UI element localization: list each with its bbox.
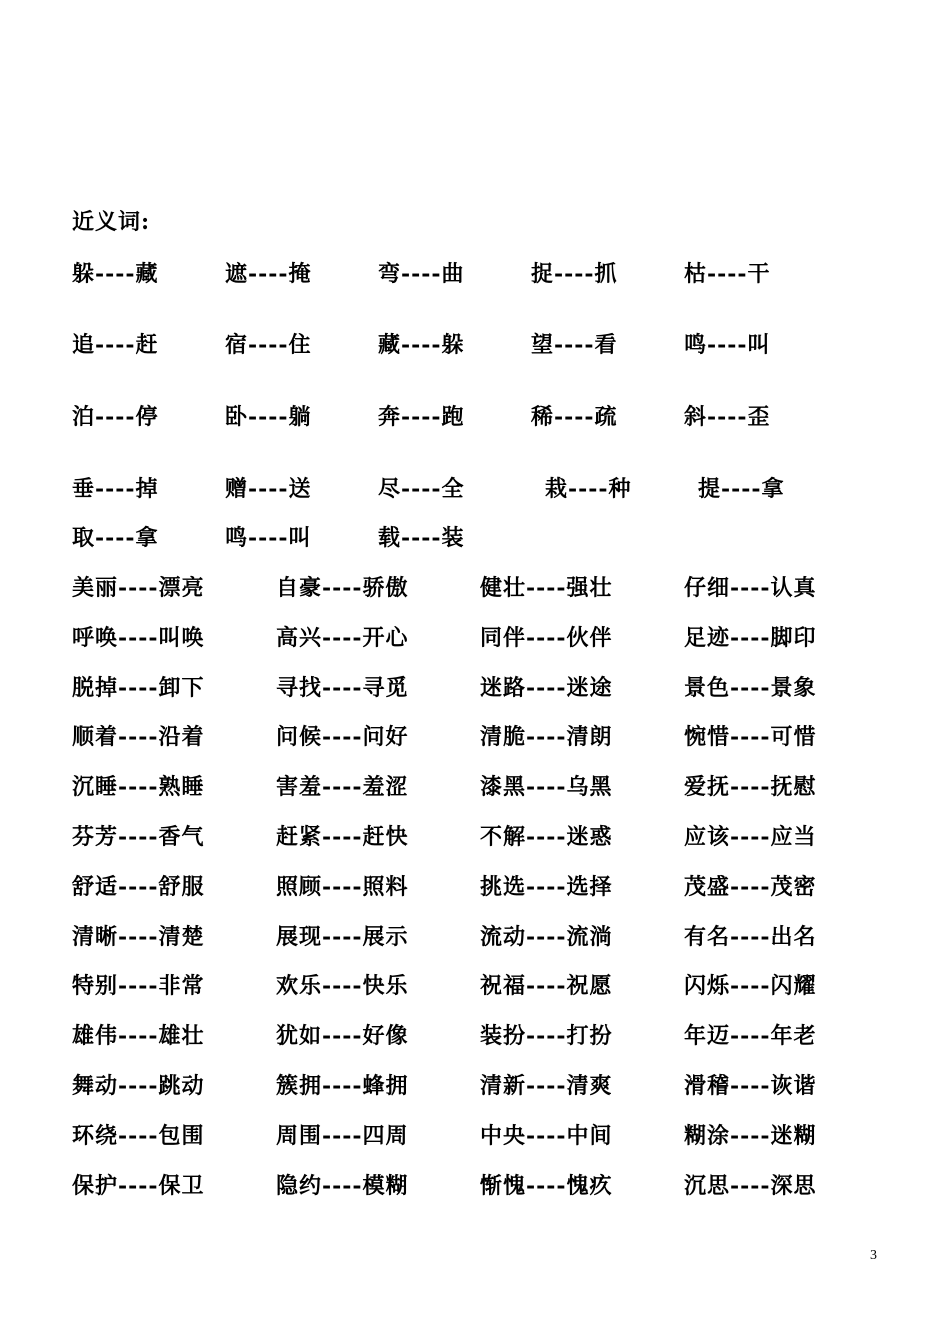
- synonym-row: [0, 1069, 950, 1099]
- synonym-pair: 枯----干: [684, 261, 771, 287]
- synonym-row: [0, 621, 950, 651]
- synonym-row: [0, 1169, 950, 1199]
- synonym-pair: 中央----中间: [480, 1123, 613, 1149]
- synonym-pair: 闪烁----闪耀: [684, 973, 817, 999]
- synonym-pair: 害羞----羞涩: [276, 774, 409, 800]
- synonym-pair: 不解----迷惑: [480, 824, 613, 850]
- synonym-pair: 脱掉----卸下: [72, 675, 205, 701]
- synonym-pair: 挑选----选择: [480, 874, 613, 900]
- synonym-pair: 顺着----沿着: [72, 724, 205, 750]
- synonym-pair: 躲----藏: [72, 261, 159, 287]
- synonym-pair: 应该----应当: [684, 824, 817, 850]
- synonym-pair: 茂盛----茂密: [684, 874, 817, 900]
- synonym-pair: 鸣----叫: [225, 525, 312, 551]
- synonym-pair: 环绕----包围: [72, 1123, 205, 1149]
- synonym-row: [0, 400, 950, 430]
- synonym-pair: 沉思----深思: [684, 1173, 817, 1199]
- synonym-pair: 沉睡----熟睡: [72, 774, 205, 800]
- synonym-pair: 隐约----模糊: [276, 1173, 409, 1199]
- synonym-pair: 藏----躲: [378, 332, 465, 358]
- synonym-pair: 特别----非常: [72, 973, 205, 999]
- synonym-row: [0, 770, 950, 800]
- synonym-pair: 宿----住: [225, 332, 312, 358]
- synonym-pair: 舒适----舒服: [72, 874, 205, 900]
- synonym-pair: 芬芳----香气: [72, 824, 205, 850]
- synonym-pair: 赠----送: [225, 476, 312, 502]
- synonym-pair: 欢乐----快乐: [276, 973, 409, 999]
- synonym-pair: 迷路----迷途: [480, 675, 613, 701]
- synonym-pair: 保护----保卫: [72, 1173, 205, 1199]
- synonym-pair: 展现----展示: [276, 924, 409, 950]
- synonym-pair: 犹如----好像: [276, 1023, 409, 1049]
- synonym-pair: 斜----歪: [684, 404, 771, 430]
- synonym-row: [0, 571, 950, 601]
- synonym-pair: 惋惜----可惜: [684, 724, 817, 750]
- synonym-row: [0, 521, 950, 551]
- synonym-pair: 垂----掉: [72, 476, 159, 502]
- synonym-pair: 同伴----伙伴: [480, 625, 613, 651]
- synonym-pair: 自豪----骄傲: [276, 575, 409, 601]
- synonym-pair: 簇拥----蜂拥: [276, 1073, 409, 1099]
- synonym-pair: 鸣----叫: [684, 332, 771, 358]
- synonym-pair: 健壮----强壮: [480, 575, 613, 601]
- synonym-pair: 望----看: [531, 332, 618, 358]
- synonym-pair: 美丽----漂亮: [72, 575, 205, 601]
- synonym-row: [0, 820, 950, 850]
- synonym-pair: 漆黑----乌黑: [480, 774, 613, 800]
- synonym-pair: 呼唤----叫唤: [72, 625, 205, 651]
- synonym-row: [0, 870, 950, 900]
- synonym-pair: 遮----掩: [225, 261, 312, 287]
- synonym-pair: 足迹----脚印: [684, 625, 817, 651]
- synonym-pair: 装扮----打扮: [480, 1023, 613, 1049]
- section-title: 近义词:: [72, 209, 151, 235]
- synonym-pair: 提----拿: [698, 476, 785, 502]
- synonym-row: [0, 720, 950, 750]
- synonym-pair: 栽----种: [545, 476, 632, 502]
- synonym-pair: 舞动----跳动: [72, 1073, 205, 1099]
- synonym-pair: 雄伟----雄壮: [72, 1023, 205, 1049]
- synonym-pair: 有名----出名: [684, 924, 817, 950]
- synonym-pair: 惭愧----愧疚: [480, 1173, 613, 1199]
- synonym-pair: 追----赶: [72, 332, 159, 358]
- synonym-pair: 奔----跑: [378, 404, 465, 430]
- synonym-row: [0, 1119, 950, 1149]
- synonym-row: [0, 1019, 950, 1049]
- synonym-pair: 清脆----清朗: [480, 724, 613, 750]
- page-number: 3: [870, 1248, 877, 1263]
- synonym-pair: 祝福----祝愿: [480, 973, 613, 999]
- synonym-row: [0, 920, 950, 950]
- synonym-row: [0, 257, 950, 287]
- synonym-row: [0, 671, 950, 701]
- synonym-pair: 卧----躺: [225, 404, 312, 430]
- synonym-pair: 捉----抓: [531, 261, 618, 287]
- synonym-pair: 问候----问好: [276, 724, 409, 750]
- synonym-row: [0, 328, 950, 358]
- synonym-pair: 滑稽----诙谐: [684, 1073, 817, 1099]
- synonym-pair: 清晰----清楚: [72, 924, 205, 950]
- synonym-pair: 取----拿: [72, 525, 159, 551]
- synonym-pair: 弯----曲: [378, 261, 465, 287]
- synonym-pair: 仔细----认真: [684, 575, 817, 601]
- synonym-pair: 尽----全: [378, 476, 465, 502]
- synonym-pair: 年迈----年老: [684, 1023, 817, 1049]
- synonym-pair: 流动----流淌: [480, 924, 613, 950]
- synonym-pair: 赶紧----赶快: [276, 824, 409, 850]
- synonym-row: [0, 472, 950, 502]
- synonym-row: [0, 969, 950, 999]
- synonym-pair: 稀----疏: [531, 404, 618, 430]
- synonym-pair: 爱抚----抚慰: [684, 774, 817, 800]
- synonym-pair: 糊涂----迷糊: [684, 1123, 817, 1149]
- synonym-pair: 高兴----开心: [276, 625, 409, 651]
- synonym-pair: 寻找----寻觅: [276, 675, 409, 701]
- synonym-pair: 泊----停: [72, 404, 159, 430]
- synonym-pair: 景色----景象: [684, 675, 817, 701]
- synonym-pair: 载----装: [378, 525, 465, 551]
- synonym-pair: 照顾----照料: [276, 874, 409, 900]
- synonym-pair: 清新----清爽: [480, 1073, 613, 1099]
- synonym-pair: 周围----四周: [276, 1123, 409, 1149]
